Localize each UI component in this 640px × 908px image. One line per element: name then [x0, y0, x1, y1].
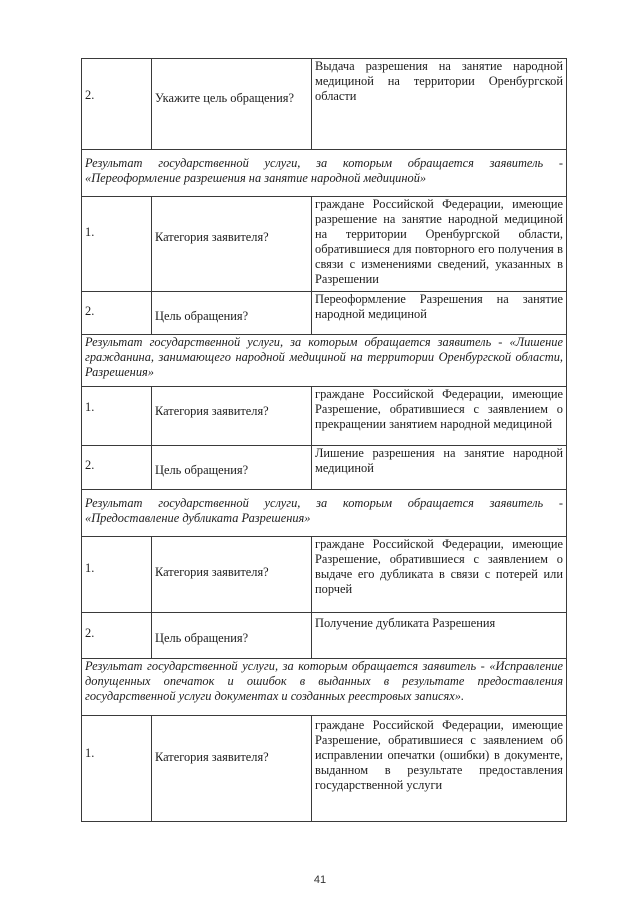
section-header: Результат государственной услуги, за которым обращается заявитель - «Лишение гражданина, занимающего народной медициной на территории Оренбургской области, Разрешения»: [82, 335, 567, 387]
section-header-row: [82, 150, 567, 197]
row-question: Цель обращения?: [152, 292, 312, 335]
row-number: 1.: [82, 387, 152, 446]
section-header: Результат государственной услуги, за которым обращается заявитель - «Переоформление разрешения на занятие народной медициной»: [82, 150, 567, 197]
table-row: [82, 537, 567, 613]
table-row: [82, 613, 567, 659]
table-row: [82, 292, 567, 335]
row-number: 1.: [82, 197, 152, 292]
row-number: 2.: [82, 292, 152, 335]
section-header: Результат государственной услуги, за которым обращается заявитель - «Исправление допущенных опечаток и ошибок в выданных в результате предоставления государственной услуги документах и созданных реестровых записях».: [82, 659, 567, 716]
row-number: 1.: [82, 537, 152, 613]
row-answer: граждане Российской Федерации, имеющие Разрешение, обратившиеся с заявлением о выдаче его дубликата в связи с потерей или порчей: [312, 537, 567, 613]
table-row: [82, 716, 567, 822]
section-header: Результат государственной услуги, за которым обращается заявитель - «Предоставление дубликата Разрешения»: [82, 490, 567, 537]
row-answer: граждане Российской Федерации, имеющие Разрешение, обратившиеся с заявлением об исправлении опечатки (ошибки) в документе, выданном в результате предоставления государственной услуги: [312, 716, 567, 822]
row-question: Цель обращения?: [152, 446, 312, 490]
page-number: 41: [313, 874, 327, 886]
row-answer: граждане Российской Федерации, имеющие Разрешение, обратившиеся с заявлением о прекращении занятием народной медициной: [312, 387, 567, 446]
row-number: 1.: [82, 716, 152, 822]
row-answer: граждане Российской Федерации, имеющие разрешение на занятие народной медициной на территории Оренбургской области, обратившиеся для повторного его получения в связи с изменениями сведений, указанных в Разрешении: [312, 197, 567, 292]
row-question: Категория заявителя?: [152, 716, 312, 822]
row-question: Укажите цель обращения?: [152, 59, 312, 150]
row-number: 2.: [82, 59, 152, 150]
row-question: Категория заявителя?: [152, 537, 312, 613]
table-row: [82, 387, 567, 446]
table-row: [82, 197, 567, 292]
section-header-row: [82, 335, 567, 387]
section-header-row: [82, 659, 567, 716]
row-number: 2.: [82, 613, 152, 659]
row-question: Категория заявителя?: [152, 197, 312, 292]
row-answer: Лишение разрешения на занятие народной медициной: [312, 446, 567, 490]
section-header-row: [82, 490, 567, 537]
row-answer: Переоформление Разрешения на занятие народной медициной: [312, 292, 567, 335]
table-row: [82, 59, 567, 150]
row-answer: Получение дубликата Разрешения: [312, 613, 567, 659]
row-answer: Выдача разрешения на занятие народной медициной на территории Оренбургской области: [312, 59, 567, 150]
table-row: [82, 446, 567, 490]
row-question: Цель обращения?: [152, 613, 312, 659]
services-table: [81, 58, 567, 822]
row-question: Категория заявителя?: [152, 387, 312, 446]
row-number: 2.: [82, 446, 152, 490]
